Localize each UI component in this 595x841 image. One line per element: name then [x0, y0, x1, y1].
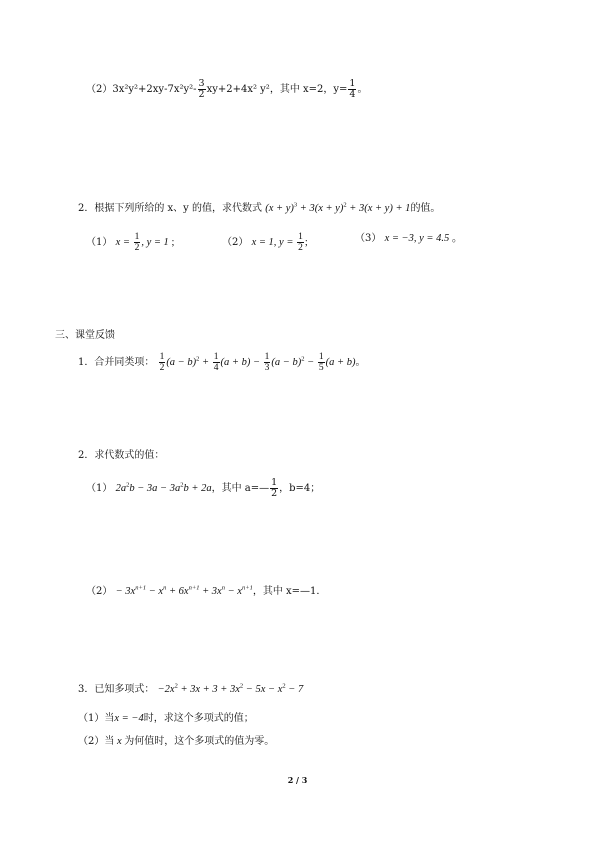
part-label: （2） — [86, 84, 113, 95]
section-3-problem-2-part-1 — [86, 478, 320, 499]
period: 。 — [357, 84, 368, 95]
q2-text-end: 为何值时，这个多项式的值为零。 — [124, 736, 275, 747]
x-equals-minus-four: x = −4 — [114, 713, 144, 724]
combine-like-terms-expression: $\frac{1}{2}$ $(a - b)^2$ + $\frac{1}{4}$ (a + b) − $\frac{1}{3}$ $(a - b)^2$ − $\frac{1}{5}$ (a + b) — [159, 352, 356, 373]
numerator: 1 — [349, 78, 356, 89]
fraction-y-value — [348, 79, 356, 100]
q1-text-start: （1）当 — [78, 713, 115, 724]
numerator: 1 — [271, 477, 278, 488]
part-label: （1） — [86, 236, 113, 248]
part-2-expression: x = 1, y = $\frac{1}{2}$ ; — [251, 232, 308, 253]
evaluate-expression-1: $2a^2b - 3a - 3a^2b + 2a$ — [115, 481, 212, 494]
q1-text-end: 时，求这个多项式的值； — [143, 713, 254, 724]
denominator: 4 — [349, 89, 356, 100]
problem-2-part-1 — [86, 232, 174, 253]
fraction-a-value — [270, 478, 278, 499]
part-label: （2） — [222, 236, 249, 248]
problem-2-tail: 的值。 — [410, 203, 441, 214]
condition-text: ，其中 a=— — [211, 483, 270, 494]
period: 。 — [355, 356, 366, 368]
evaluate-expression-2: − $3x^{n+1} - x^n + 6x^{n+1} + 3x^n - x^{n+1}$ — [115, 584, 253, 597]
section-3-problem-2: 2．求代数式的值： — [78, 450, 165, 461]
polynomial-expression: $-2x^2 + 3x + 3 + 3x^2 - 5x - x^2 - 7$ — [157, 682, 304, 695]
page-number: 2 / 3 — [287, 775, 308, 785]
problem-label: 1．合并同类项： — [78, 356, 155, 368]
section-3-problem-3-q2 — [78, 735, 274, 749]
expression-end: xy+2+4x² y²，其中 x=2，y= — [206, 84, 348, 95]
part-label: （3） — [355, 233, 382, 244]
part-3-expression: x = −3, y = 4.5 。 — [384, 233, 463, 244]
fraction-three-halves — [198, 79, 206, 100]
expression-start: 3x²y²+2xy-7x²y²- — [112, 84, 197, 95]
problem-2-text: 2．根据下列所给的 x、y 的值，求代数式 — [78, 203, 263, 214]
section-3-problem-3-q1 — [78, 712, 254, 726]
problem-1-part-2 — [86, 79, 367, 100]
part-label: （2） — [86, 586, 113, 597]
condition-text: ，其中 x=—1． — [252, 586, 327, 597]
denominator: 2 — [198, 89, 205, 100]
numerator: 3 — [198, 78, 205, 89]
condition-tail: ，b=4； — [279, 483, 321, 494]
section-3-problem-2-part-2 — [86, 585, 326, 599]
problem-2-part-3 — [355, 232, 462, 246]
part-label: （1） — [86, 483, 113, 494]
section-3-heading: 三、课堂反馈 — [55, 330, 115, 341]
variable-x: x — [114, 736, 125, 747]
problem-2-intro — [78, 202, 440, 216]
denominator: 2 — [271, 488, 278, 499]
problem-2-part-2 — [222, 232, 308, 253]
problem-2-expression: $(x + y)^3 + 3(x + y)^2 + 3(x + y) + 1$ — [265, 201, 411, 214]
part-1-expression: x = $\frac{1}{2}$ , y = 1 ; — [115, 232, 175, 253]
section-3-problem-1 — [78, 352, 365, 373]
problem-label: 3．已知多项式： — [78, 684, 155, 695]
section-3-problem-3 — [78, 683, 303, 697]
q2-text-start: （2）当 — [78, 736, 115, 747]
